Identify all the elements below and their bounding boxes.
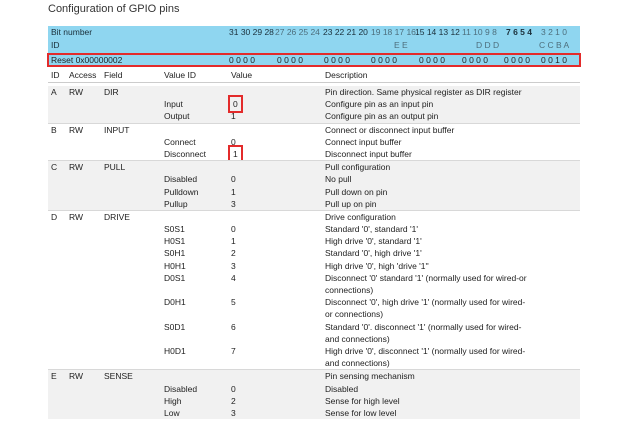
value-number: 1 <box>231 186 236 197</box>
field-name: DIR <box>104 87 119 97</box>
value-number: 3 <box>231 260 236 271</box>
value-description: Sense for low level <box>325 407 397 418</box>
reset-group: 0 0 0 0 <box>324 55 350 65</box>
value-id: Output <box>164 111 190 122</box>
value-description: Disconnect input buffer <box>325 148 412 159</box>
reset-group: 0 0 0 0 <box>229 55 255 65</box>
value-description: High drive '0', high 'drive '1'' <box>325 260 429 271</box>
bit-id-row <box>48 39 580 52</box>
value-number: 3 <box>231 198 236 209</box>
value-number: 1 <box>231 111 236 122</box>
value-description: Standard '0', standard '1' <box>325 224 418 235</box>
reset-group: 0 0 0 0 <box>277 55 303 65</box>
value-line <box>48 383 580 395</box>
field-access: RW <box>69 371 84 382</box>
value-number: 0 <box>231 224 236 235</box>
value-number: 1 <box>231 236 236 247</box>
value-line <box>48 98 580 110</box>
bit-group: 23 22 21 20 <box>323 27 368 37</box>
value-number: 5 <box>231 297 236 308</box>
bit-group: 15 14 13 12 <box>415 27 460 37</box>
field-access: RW <box>69 87 84 97</box>
field-head-line <box>48 370 580 382</box>
bit-id-group: E E <box>394 40 408 50</box>
value-description: Standard '0', high drive '1' <box>325 248 422 259</box>
value-id: S0H1 <box>164 248 186 259</box>
field-description: Drive configuration <box>325 211 396 222</box>
value-number: 0 <box>231 136 236 147</box>
value-description-continued: connections) <box>325 285 374 295</box>
value-description: Connect input buffer <box>325 136 402 147</box>
field-head-line <box>48 211 580 223</box>
field-row-pull <box>48 160 580 210</box>
value-id: Input <box>164 99 183 110</box>
value-id: Disabled <box>164 174 198 185</box>
bit-group: 31 30 29 28 <box>229 27 274 37</box>
value-description: Configure pin as an input pin <box>325 99 434 110</box>
value-description: Disconnect '0' standard '1' (normally used for wired-or <box>325 272 527 283</box>
reset-group: 0 0 1 0 <box>541 55 567 65</box>
page-title: Configuration of GPIO pins <box>48 3 180 15</box>
value-line-continued <box>48 357 580 369</box>
value-line <box>48 186 580 198</box>
field-access: RW <box>69 162 84 173</box>
value-id: Pulldown <box>164 186 199 197</box>
reset-group: 0 0 0 0 <box>371 55 397 65</box>
header-id: ID <box>51 70 60 80</box>
header-description: Description <box>325 70 368 80</box>
value-id: H0H1 <box>164 260 186 271</box>
bit-group: 7 6 5 4 <box>506 27 532 37</box>
value-description: High drive '0', disconnect '1' (normally used for wired- <box>325 345 526 356</box>
field-description: Pin sensing mechanism <box>325 371 415 382</box>
value-line <box>48 296 580 308</box>
bit-group: 27 26 25 24 <box>275 27 320 37</box>
field-head-line <box>48 161 580 173</box>
field-row-drive <box>48 210 580 369</box>
value-id: H0D1 <box>164 345 186 356</box>
value-id: H0S1 <box>164 236 186 247</box>
value-description: Sense for high level <box>325 395 400 406</box>
value-number: 0 <box>231 174 236 185</box>
value-number: 1 <box>233 148 238 159</box>
reset-label: Reset 0x00000002 <box>51 55 123 65</box>
value-id: D0S1 <box>164 272 186 283</box>
value-id: Pullup <box>164 198 188 209</box>
bit-number-label: Bit number <box>51 27 93 37</box>
field-description: Connect or disconnect input buffer <box>325 124 455 135</box>
field-name: DRIVE <box>104 211 130 222</box>
value-number: 7 <box>231 345 236 356</box>
value-line <box>48 198 580 210</box>
value-id: S0S1 <box>164 224 185 235</box>
value-line <box>48 223 580 235</box>
value-description-continued: or connections) <box>325 309 384 320</box>
bit-id-group: D D D <box>476 40 500 50</box>
value-number: 6 <box>231 321 236 332</box>
value-line <box>48 260 580 272</box>
value-line-continued <box>48 284 580 296</box>
value-id: S0D1 <box>164 321 186 332</box>
reset-group: 0 0 0 0 <box>504 55 530 65</box>
value-id: High <box>164 395 182 406</box>
field-description: Pull configuration <box>325 162 391 173</box>
field-id: C <box>51 162 58 173</box>
value-line-continued <box>48 333 580 345</box>
value-description: Disabled <box>325 383 359 394</box>
value-line <box>48 136 580 148</box>
value-description: Disconnect '0', high drive '1' (normally used for wired- <box>325 297 526 308</box>
field-id: E <box>51 371 57 382</box>
field-name: PULL <box>104 162 126 173</box>
field-head-line <box>48 124 580 136</box>
bit-id-label: ID <box>51 40 60 50</box>
field-access: RW <box>69 211 84 222</box>
field-head-line <box>48 86 580 98</box>
value-line <box>48 345 580 357</box>
value-description: Pull down on pin <box>325 186 388 197</box>
field-row-sense <box>48 369 580 419</box>
value-number: 2 <box>231 248 236 259</box>
header-field: Field <box>104 70 123 80</box>
reset-group: 0 0 0 0 <box>462 55 488 65</box>
field-name: SENSE <box>104 371 133 382</box>
value-number: 0 <box>231 383 236 394</box>
field-id: A <box>51 87 57 97</box>
value-line <box>48 407 580 419</box>
value-description-continued: and connections) <box>325 333 390 344</box>
value-line <box>48 235 580 247</box>
field-description: Pin direction. Same physical register as DIR register <box>325 87 522 97</box>
value-description: High drive '0', standard '1' <box>325 236 422 247</box>
value-description-continued: and connections) <box>325 358 390 369</box>
value-line <box>48 321 580 333</box>
header-value: Value <box>231 70 253 80</box>
field-name: INPUT <box>104 124 130 135</box>
header-value-id: Value ID <box>164 70 196 80</box>
bit-field-header <box>48 26 580 66</box>
field-id: B <box>51 124 57 135</box>
value-id: Disabled <box>164 383 198 394</box>
field-row-input <box>48 123 580 161</box>
value-line-continued <box>48 308 580 320</box>
bit-id-group: C C B A <box>539 40 570 50</box>
bit-group: 11 10 9 8 <box>462 27 497 37</box>
table-header <box>48 68 580 83</box>
value-id: Disconnect <box>164 148 207 159</box>
value-line <box>48 272 580 284</box>
value-description: Pull up on pin <box>325 198 377 209</box>
value-description: Configure pin as an output pin <box>325 111 439 122</box>
value-number: 0 <box>233 99 238 110</box>
field-row-dir <box>48 86 580 123</box>
field-id: D <box>51 211 58 222</box>
value-line <box>48 395 580 407</box>
bit-group: 19 18 17 16 <box>371 27 416 37</box>
value-number: 4 <box>231 272 236 283</box>
field-access: RW <box>69 124 84 135</box>
value-description: No pull <box>325 174 352 185</box>
value-number: 3 <box>231 407 236 418</box>
value-id: Low <box>164 407 180 418</box>
bit-number-row <box>48 26 580 39</box>
value-line <box>48 173 580 185</box>
reset-row <box>48 54 580 66</box>
value-description: Standard '0'. disconnect '1' (normally used for wired- <box>325 321 522 332</box>
header-access: Access <box>69 70 97 80</box>
value-id: D0H1 <box>164 297 186 308</box>
value-number: 2 <box>231 395 236 406</box>
value-line <box>48 247 580 259</box>
reset-group: 0 0 0 0 <box>419 55 445 65</box>
value-line <box>48 148 580 160</box>
field-table <box>48 86 580 419</box>
value-id: Connect <box>164 136 196 147</box>
bit-group: 3 2 1 0 <box>541 27 567 37</box>
value-line <box>48 110 580 122</box>
